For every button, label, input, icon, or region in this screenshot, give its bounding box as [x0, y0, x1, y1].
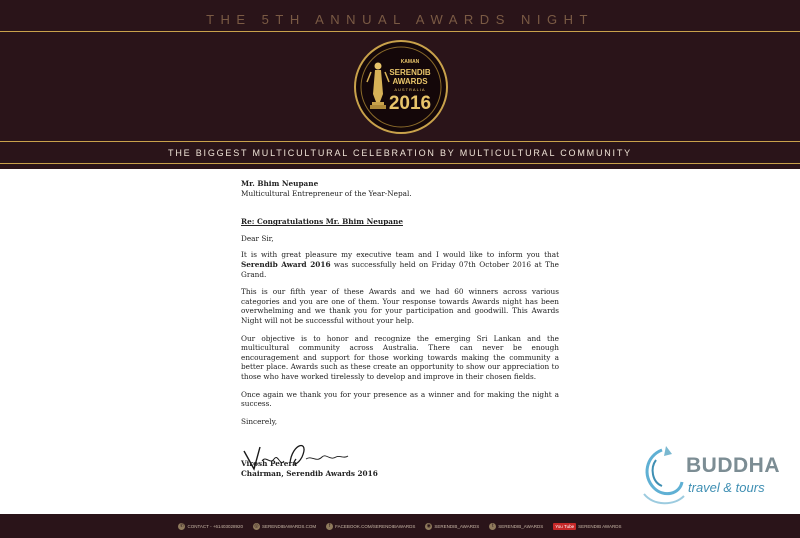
gold-divider-middle	[0, 141, 800, 142]
globe-icon: ◎	[254, 522, 259, 529]
paragraph-4: Once again we thank you for your presence as a winner and for making the night a success.	[241, 389, 559, 409]
letterhead-header	[0, 0, 800, 169]
letter-subject: Re: Congratulations Mr. Bhim Neupane	[241, 217, 403, 227]
logo-serendib: SERENDIB	[389, 68, 431, 77]
signer-title: Chairman, Serendib Awards 2016	[241, 468, 378, 478]
gold-divider-bottom	[0, 163, 800, 164]
facebook-icon: f	[326, 523, 333, 530]
footer-facebook[interactable]	[326, 523, 415, 530]
footer-youtube-text: SERENDIB AWARDS	[578, 523, 622, 529]
logo-awards: AWARDS	[392, 77, 428, 86]
youtube-icon: You Tube	[555, 523, 575, 529]
tagline: THE BIGGEST MULTICULTURAL CELEBRATION BY MULTICULTURAL COMMUNITY	[168, 148, 632, 158]
salutation: Dear Sir,	[241, 233, 274, 243]
buddha-travel-watermark	[636, 442, 796, 512]
logo-country: AUSTRALIA	[394, 87, 426, 92]
footer-contact-text: CONTACT - +61403028920	[187, 523, 243, 529]
footer-website[interactable]	[253, 523, 316, 530]
phone-icon: ✆	[179, 522, 185, 529]
letter-body	[241, 179, 559, 478]
footer-twitter[interactable]	[489, 523, 543, 530]
recipient-name: Mr. Bhim Neupane	[241, 179, 319, 188]
footer-instagram[interactable]	[425, 523, 479, 530]
handwritten-signature	[240, 437, 350, 475]
closing: Sincerely,	[241, 416, 278, 426]
twitter-icon: t	[489, 523, 496, 530]
paragraph-1-start: It is with great pleasure my executive team and I would like to inform you that	[241, 250, 559, 260]
signer-name: Virosh Perera	[241, 459, 297, 469]
watermark-tagline: travel & tours	[688, 480, 765, 495]
paragraph-1	[241, 250, 559, 279]
footer-website-text: SERENDIBAWARDS.COM	[261, 523, 317, 529]
paragraph-3: Our objective is to honor and recognize the emerging Sri Lankan and the multicultural community across Australia. There can never be enough encouragement and support for those working towards making the community a better place. Awards such as these create an opportunity to show our appreciation to those who have worked tirelessly to develop and improve in their chosen fields.	[241, 333, 559, 381]
logo-year: 2016	[388, 93, 432, 114]
paragraph-2: This is our fifth year of these Awards and we had 60 winners across various categories and you are one of them. Your response towards Awards night has been overwhelming and we thank you for your participation and goodwill. This Awards Night will not be successful without your help.	[241, 287, 559, 325]
letterhead-footer	[0, 514, 800, 538]
footer-twitter-text: SERENDIB_AWARDS	[498, 523, 544, 529]
event-title: THE 5TH ANNUAL AWARDS NIGHT	[206, 12, 594, 27]
instagram-icon: ◉	[426, 522, 432, 529]
footer-facebook-text: FACEBOOK.COM/SERENDIBAWARDS	[335, 523, 416, 529]
buddha-swirl-icon	[636, 442, 688, 510]
footer-instagram-text: SERENDIB_AWARDS	[434, 523, 480, 529]
watermark-brand-name: BUDDHA	[686, 454, 780, 477]
logo-sponsor: KAMAN	[400, 59, 420, 65]
footer-youtube[interactable]	[553, 523, 621, 530]
award-name: Serendib Award 2016	[241, 259, 331, 269]
footer-contacts	[0, 514, 800, 538]
paragraph-1-end: was successfully held on Friday 07th October 2016 at The Grand.	[241, 259, 559, 279]
recipient-title: Multicultural Entrepreneur of the Year-Nepal.	[241, 188, 412, 198]
gold-divider-top	[0, 31, 800, 32]
footer-contact	[178, 523, 243, 530]
awards-logo	[354, 40, 448, 134]
